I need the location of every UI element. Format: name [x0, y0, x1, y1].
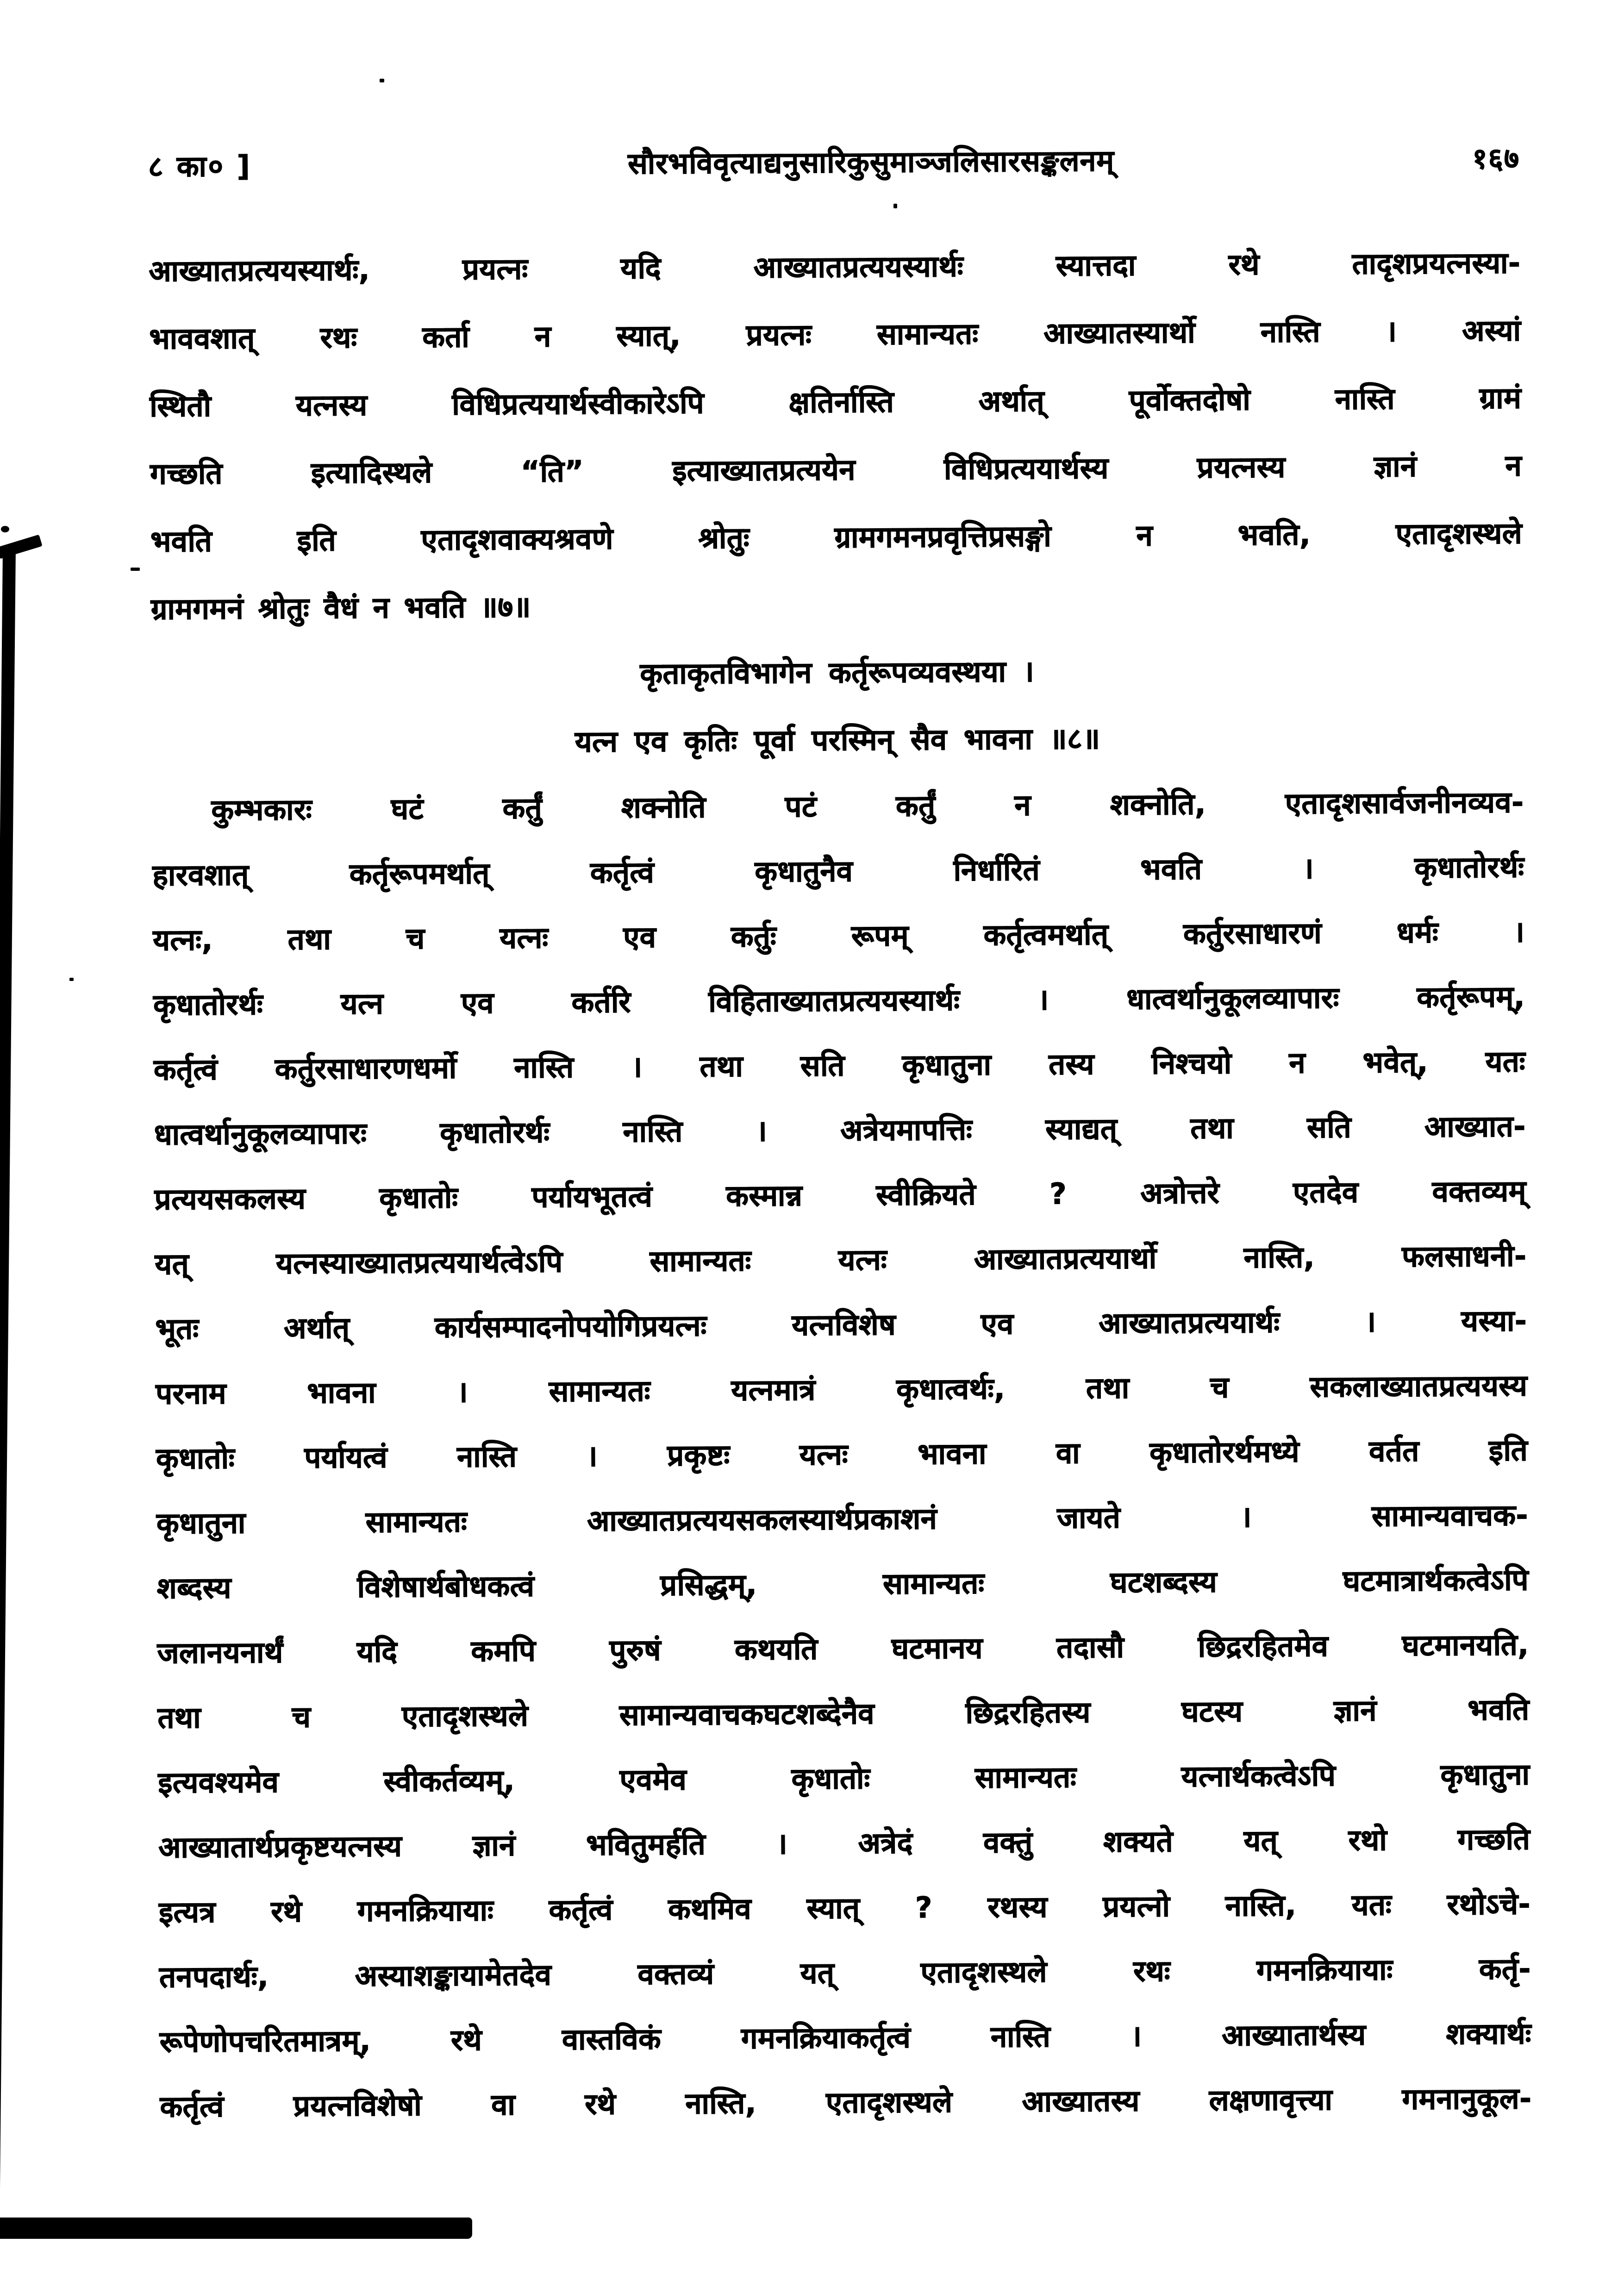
verse-line: यत्न एव कृतिः पूर्वा परस्मिन् सैव भावना ॥८॥ — [575, 721, 1100, 759]
text-line: यत्नः, तथा च यत्नः एव कर्तुः रूपम् कर्तृत्वमर्थात् कर्तुरसाधारणं धर्मः । — [153, 915, 1525, 957]
text-line: भूतः अर्थात् कार्यसम्पादनोपयोगिप्रयत्नः यत्नविशेष एव आख्यातप्रत्ययार्थः । यस्या- — [155, 1304, 1527, 1346]
text-line: कर्तृत्वं प्रयत्नविशेषो वा रथे नास्ति, एतादृशस्थले आख्यातस्य लक्षणावृत्त्या गमनानुकूल- — [160, 2081, 1532, 2124]
text-line: आख्यातप्रत्ययस्यार्थः, प्रयत्नः यदि आख्यातप्रत्ययस्यार्थः स्यात्तदा रथे तादृशप्रयत्नस्या- — [149, 246, 1521, 288]
text-line: आख्यातार्थप्रकृष्टयत्नस्य ज्ञानं भवितुमर्हति । अत्रेदं वक्तुं शक्यते यत् रथो गच्छति — [158, 1822, 1530, 1865]
page-header — [148, 131, 1520, 194]
folio-label: ८ का० ] — [148, 149, 252, 184]
scan-speck — [893, 204, 897, 208]
text-line: भाववशात् रथः कर्ता न स्यात्, प्रयत्नः सामान्यतः आख्यातस्यार्थो नास्ति । अस्यां — [149, 313, 1521, 356]
text-line: भवति इति एतादृशवाक्यश्रवणे श्रोतुः ग्रामगमनप्रवृत्तिप्रसङ्गो न भवति, एतादृशस्थले — [150, 516, 1523, 559]
text-line: तनपदार्थः, अस्याशङ्कायामेतदेव वक्तव्यं यत् एतादृशस्थले रथः गमनक्रियायाः कर्तृ- — [159, 1952, 1531, 1994]
page-title: सौरभविवृत्याद्यनुसारिकुसुमाञ्जलिसारसङ्कलनम् — [628, 144, 1115, 181]
text-line: धात्वर्थानुकूलव्यापारः कृधातोरर्थः नास्ति । अत्रेयमापत्तिः स्याद्यत् तथा सति आख्यात- — [154, 1109, 1526, 1152]
text-line: प्रत्ययसकलस्य कृधातोः पर्यायभूतत्वं कस्मान्न स्वीक्रियते ? अत्रोत्तरे एतदेव वक्तव्यम् — [154, 1174, 1526, 1217]
text-line: इत्यत्र रथे गमनक्रियायाः कर्तृत्वं कथमिव स्यात् ? रथस्य प्रयत्नो नास्ति, यतः रथोऽचे- — [158, 1887, 1531, 1930]
verse-8 — [151, 635, 1524, 778]
text-line: इत्यवश्यमेव स्वीकर्तव्यम्, एवमेव कृधातोः सामान्यतः यत्नार्थकत्वेऽपि कृधातुना — [158, 1757, 1530, 1800]
text-line: यत् यत्नस्याख्यातप्रत्ययार्थत्वेऽपि सामान्यतः यत्नः आख्यातप्रत्ययार्थो नास्ति, फलसाधनी- — [155, 1239, 1527, 1281]
text-line: कृधातोरर्थः यत्न एव कर्तरि विहिताख्यातप्रत्ययस्यार्थः । धात्वर्थानुकूलव्यापारः कर्तृरूपम्, — [153, 980, 1525, 1022]
scan-bottom-edge-artifact — [0, 2218, 472, 2239]
paragraph-1 — [149, 229, 1523, 643]
text-line: गच्छति इत्यादिस्थले “ति” इत्याख्यातप्रत्ययेन विधिप्रत्ययार्थस्य प्रयत्नस्य ज्ञानं न — [150, 449, 1522, 491]
scan-speck — [380, 79, 384, 82]
verse-line: कृताकृतविभागेन कर्तृरूपव्यवस्थया । — [640, 654, 1035, 691]
scan-speck — [1, 526, 9, 532]
text-line: तथा च एतादृशस्थले सामान्यवाचकघटशब्देनैव छिद्ररहितस्य घटस्य ज्ञानं भवति — [157, 1693, 1530, 1735]
text-line: ग्रामगमनं श्रोतुः वैधं न भवति ॥७॥ — [150, 590, 531, 626]
text-line: रूपेणोपचरितमात्रम्, रथे वास्तविकं गमनक्रियाकर्तृत्वं नास्ति । आख्यातार्थस्य शक्यार्थः — [159, 2017, 1532, 2059]
text-line: हारवशात् कर्तृरूपमर्थात् कर्तृत्वं कृधातुनैव निर्धारितं भवति । कृधातोरर्थः — [152, 850, 1524, 893]
text-line: कृधातोः पर्यायत्वं नास्ति । प्रकृष्टः यत्नः भावना वा कृधातोरर्थमध्ये वर्तत इति — [156, 1433, 1528, 1476]
text-line: स्थितौ यत्नस्य विधिप्रत्ययार्थस्वीकारेऽपि क्षतिर्नास्ति अर्थात् पूर्वोक्तदोषो नास्ति ग्रामं — [150, 381, 1522, 424]
scan-speck — [131, 568, 140, 571]
text-line: शब्दस्य विशेषार्थबोधकत्वं प्रसिद्धम्, सामान्यतः घटशब्दस्य घटमात्रार्थकत्वेऽपि — [156, 1563, 1529, 1606]
scan-speck — [69, 978, 74, 981]
text-line: परनाम भावना । सामान्यतः यत्नमात्रं कृधात्वर्थः, तथा च सकलाख्यातप्रत्ययस्य — [156, 1368, 1528, 1411]
page-number: १६७ — [1472, 141, 1520, 175]
text-line: जलानयनार्थं यदि कमपि पुरुषं कथयति घटमानय तदासौ छिद्ररहितमेव घटमानयति, — [157, 1628, 1529, 1670]
paragraph-2 — [152, 770, 1532, 2139]
text-line: कुम्भकारः घटं कर्तुं शक्नोति पटं कर्तुं न शक्नोति, एतादृशसार्वजनीनव्यव- — [211, 785, 1524, 827]
text-line: कृधातुना सामान्यतः आख्यातप्रत्ययसकलस्यार्थप्रकाशनं जायते । सामान्यवाचक- — [156, 1498, 1529, 1541]
body-text — [149, 229, 1532, 2139]
text-line: कर्तृत्वं कर्तुरसाधारणधर्मो नास्ति । तथा सति कृधातुना तस्य निश्चयो न भवेत्, यतः — [153, 1044, 1526, 1087]
